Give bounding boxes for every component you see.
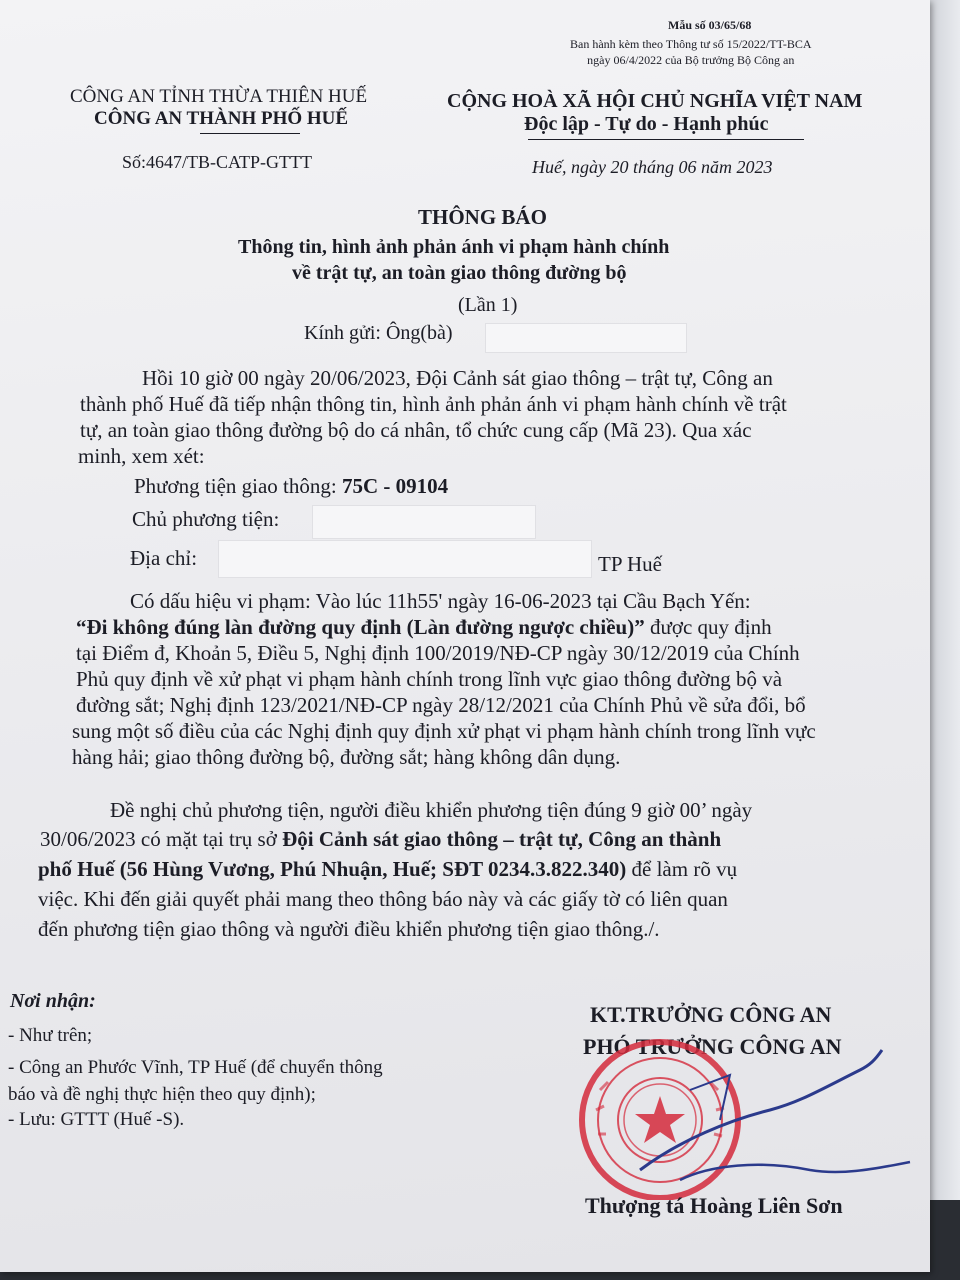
address-label: Địa chỉ: (130, 546, 198, 570)
intro-line-2: thành phố Huế đã tiếp nhận thông tin, hình ảnh phản ánh vi phạm hành chính về trật (80, 392, 787, 416)
request-line-2 (40, 826, 721, 852)
document-title: THÔNG BÁO (418, 205, 547, 229)
agency-parent: CÔNG AN TỈNH THỪA THIÊN HUẾ (70, 86, 368, 107)
violation-line-3: tại Điểm đ, Khoản 5, Điều 5, Nghị định 100/2019/NĐ-CP ngày 30/12/2019 của Chính (76, 641, 800, 665)
vehicle-label: Phương tiện giao thông: (134, 474, 337, 498)
signer-name: Thượng tá Hoàng Liên Sơn (585, 1193, 843, 1218)
redacted-recipient-name (485, 323, 687, 353)
vehicle-line (134, 474, 448, 499)
motto-underline (528, 139, 804, 140)
date-line: Huế, ngày 20 tháng 06 năm 2023 (532, 157, 773, 177)
document-subtitle-line1: Thông tin, hình ảnh phản ánh vi phạm hành chính (238, 236, 670, 258)
intro-line-1: Hồi 10 giờ 00 ngày 20/06/2023, Đội Cảnh sát giao thông – trật tự, Công an (142, 366, 773, 390)
request-line-2-start: 30/06/2023 có mặt tại trụ sở (40, 827, 283, 851)
request-line-4: việc. Khi đến giải quyết phải mang theo thông báo này và các giấy tờ có liên quan (38, 887, 728, 911)
request-line-5: đến phương tiện giao thông và người điều khiển phương tiện giao thông./. (38, 917, 660, 941)
receiver-item: - Như trên; (8, 1025, 93, 1046)
violation-line-4: Phủ quy định về xử phạt vi phạm hành chính trong lĩnh vực giao thông đường bộ và (76, 667, 783, 691)
receivers-title: Nơi nhận: (10, 990, 96, 1012)
vehicle-plate: 75C - 09104 (341, 474, 449, 498)
occurrence-label: (Lần 1) (458, 294, 518, 316)
intro-line-3: tự, an toàn giao thông đường bộ do cá nhân, tổ chức cung cấp (Mã 23). Qua xác (80, 418, 752, 442)
receiver-item: - Công an Phước Vĩnh, TP Huế (để chuyển thông (8, 1057, 383, 1078)
form-number: Mẫu số 03/65/68 (668, 18, 752, 32)
handwritten-signature-icon (620, 1020, 930, 1210)
request-line-3-rest: để làm rõ vụ (626, 857, 738, 881)
request-line-3 (38, 856, 737, 882)
signature-title-1: KT.TRƯỞNG CÔNG AN (590, 1002, 832, 1027)
address-city: TP Huế (598, 552, 662, 576)
violation-name: “Đi không đúng làn đường quy định (Làn đường ngược chiều)” (76, 615, 645, 639)
violation-line-2-rest: được quy định (644, 615, 772, 639)
redacted-address (218, 540, 592, 578)
form-note-line2: ngày 06/4/2022 của Bộ trưởng Bộ Công an (587, 53, 795, 67)
form-note-line1: Ban hành kèm theo Thông tư số 15/2022/TT-BCA (570, 37, 812, 51)
violation-line-6: sung một số điều của các Nghị định quy định xử phạt vi phạm hành chính trong lĩnh vực (72, 719, 816, 743)
receiver-item: - Lưu: GTTT (Huế -S). (8, 1109, 185, 1130)
violation-line-7: hàng hải; giao thông đường bộ, đường sắt; hàng không dân dụng. (72, 745, 621, 769)
agency-name: CÔNG AN THÀNH PHỐ HUẾ (94, 108, 349, 129)
violation-line-1: Có dấu hiệu vi phạm: Vào lúc 11h55' ngày 16-06-2023 tại Cầu Bạch Yến: (130, 589, 751, 613)
national-title: CỘNG HOÀ XÃ HỘI CHỦ NGHĨA VIỆT NAM (447, 90, 863, 112)
intro-line-4: minh, xem xét: (78, 444, 205, 468)
request-address: phố Huế (56 Hùng Vương, Phú Nhuận, Huế; SĐT 0234.3.822.340) (38, 857, 627, 881)
request-office: Đội Cảnh sát giao thông – trật tự, Công an thành (282, 827, 722, 851)
receiver-item: báo và đề nghị thực hiện theo quy định); (8, 1084, 316, 1105)
agency-underline (200, 133, 300, 134)
redacted-owner-name (312, 505, 536, 539)
owner-label: Chủ phương tiện: (132, 507, 280, 531)
form-note (570, 36, 812, 68)
request-line-1: Đề nghị chủ phương tiện, người điều khiển phương tiện đúng 9 giờ 00’ ngày (110, 798, 753, 822)
violation-line-5: đường sắt; Nghị định 123/2021/NĐ-CP ngày 28/12/2021 của Chính Phủ về sửa đổi, bổ (76, 693, 806, 717)
signature-title-2: PHÓ TRƯỞNG CÔNG AN (583, 1034, 842, 1059)
national-motto: Độc lập - Tự do - Hạnh phúc (524, 113, 769, 135)
violation-line-2 (76, 614, 772, 640)
document-number: Số:4647/TB-CATP-GTTT (122, 152, 313, 172)
document-subtitle-line2: về trật tự, an toàn giao thông đường bộ (292, 262, 627, 284)
recipient-label: Kính gửi: Ông(bà) (304, 322, 453, 344)
